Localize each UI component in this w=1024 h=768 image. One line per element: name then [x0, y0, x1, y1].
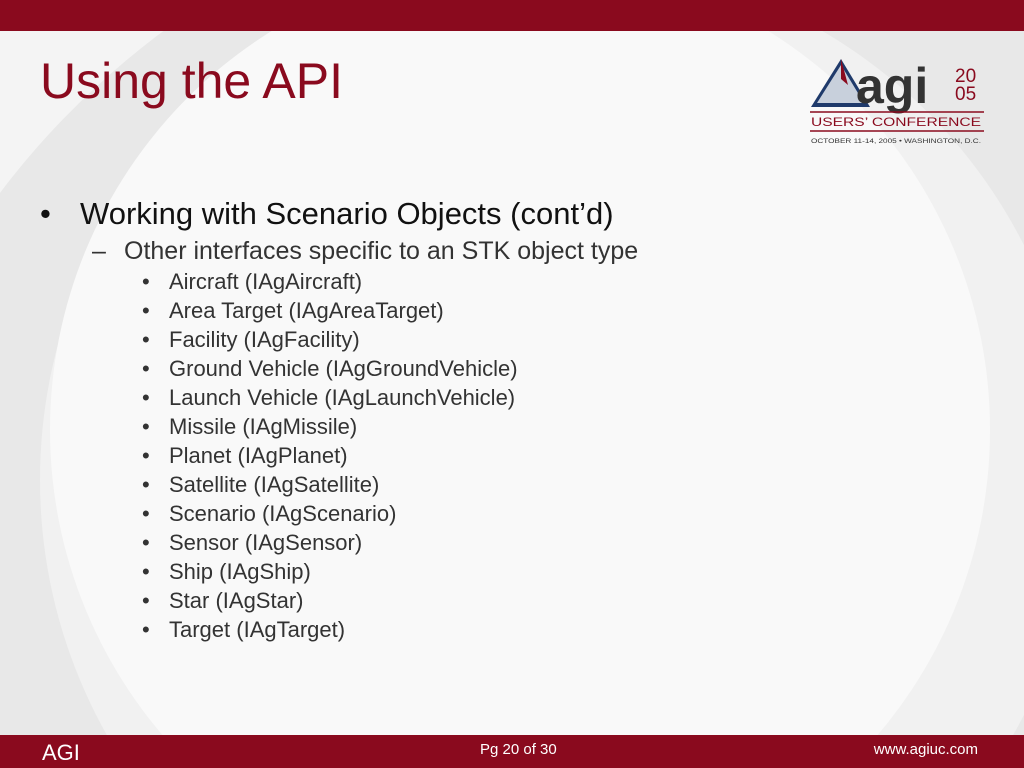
bullet-dot-icon: •	[142, 559, 150, 584]
page-number: Pg 20 of 30	[480, 741, 557, 758]
logo-year-top: 20	[955, 66, 977, 87]
list-item: • Ground Vehicle (IAgGroundVehicle)	[142, 356, 518, 381]
bullet-dot-icon: •	[142, 443, 150, 468]
bullet-dot-icon: •	[142, 414, 150, 439]
list-item: • Aircraft (IAgAircraft)	[142, 269, 363, 294]
list-item: • Area Target (IAgAreaTarget)	[142, 298, 444, 323]
list-item: • Scenario (IAgScenario)	[142, 501, 397, 526]
slide-content	[40, 195, 1000, 644]
bullet-dot-icon: •	[40, 196, 51, 231]
bullet-level2-text: Other interfaces specific to an STK object type	[124, 237, 639, 265]
list-item: • Missile (IAgMissile)	[142, 414, 358, 439]
dash-icon: –	[92, 237, 106, 265]
bullet-dot-icon: •	[142, 269, 150, 294]
list-item: • Planet (IAgPlanet)	[142, 443, 348, 468]
list-item: • Facility (IAgFacility)	[142, 327, 360, 352]
agi-conference-logo	[808, 55, 986, 147]
bullet-level1-text: Working with Scenario Objects (cont’d)	[80, 196, 614, 231]
logo-year-bottom: 05	[955, 84, 977, 105]
list-item: • Launch Vehicle (IAgLaunchVehicle)	[142, 385, 516, 410]
footer-brand: AGI	[42, 740, 80, 765]
top-banner	[0, 0, 1024, 31]
list-item: • Target (IAgTarget)	[142, 617, 346, 642]
bullet-dot-icon: •	[142, 385, 150, 410]
bullet-level1	[40, 195, 1000, 233]
object-type-list	[40, 267, 1000, 644]
bullet-dot-icon: •	[142, 298, 150, 323]
bullet-dot-icon: •	[142, 530, 150, 555]
list-item: • Satellite (IAgSatellite)	[142, 472, 380, 497]
logo-conference: USERS’ CONFERENCE	[811, 115, 981, 129]
logo-wordmark: agi	[856, 58, 929, 114]
list-item: • Sensor (IAgSensor)	[142, 530, 363, 555]
list-item: • Star (IAgStar)	[142, 588, 304, 613]
logo-dates: OCTOBER 11-14, 2005 • WASHINGTON, D.C.	[811, 138, 982, 145]
bullet-dot-icon: •	[142, 472, 150, 497]
bullet-dot-icon: •	[142, 588, 150, 613]
footer-url: www.agiuc.com	[873, 741, 978, 758]
list-item: • Ship (IAgShip)	[142, 559, 311, 584]
slide-title: Using the API	[40, 53, 343, 109]
bullet-dot-icon: •	[142, 327, 150, 352]
bullet-level2	[40, 235, 1000, 267]
bullet-dot-icon: •	[142, 356, 150, 381]
bullet-dot-icon: •	[142, 617, 150, 642]
bullet-dot-icon: •	[142, 501, 150, 526]
